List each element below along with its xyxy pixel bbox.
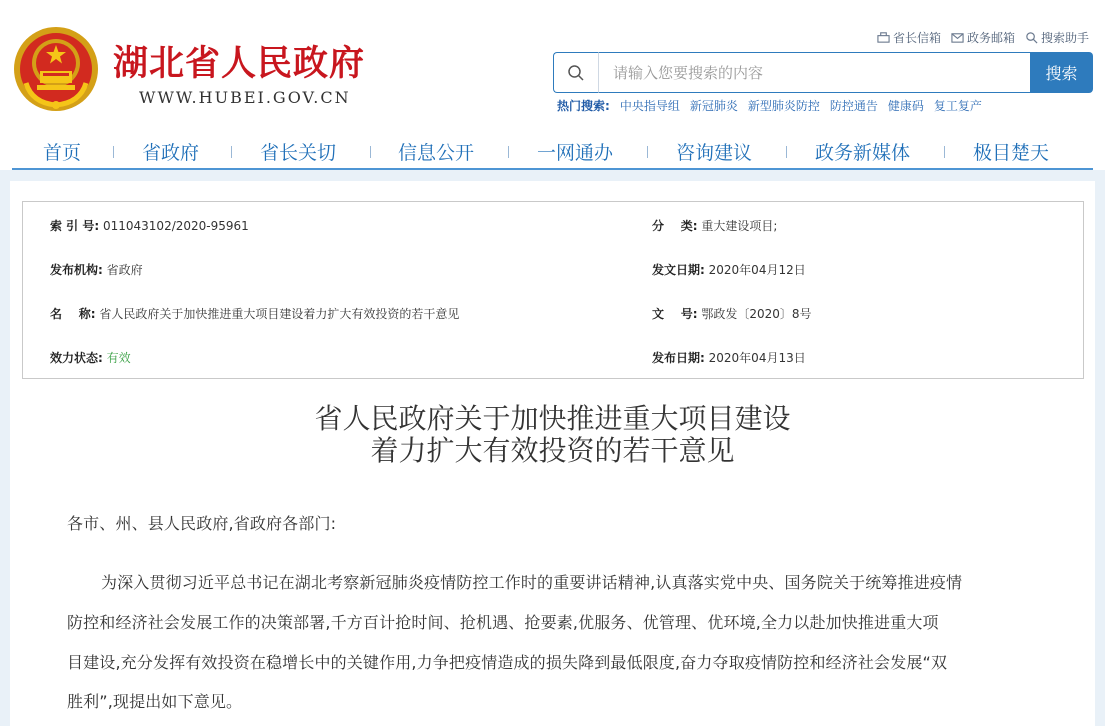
- doc-date-value: 2020年04月12日: [708, 263, 806, 277]
- nav-divider: [647, 146, 648, 158]
- doc-date-label: 发文日期:: [652, 263, 705, 277]
- hot-search-item[interactable]: 健康码: [887, 99, 924, 113]
- doc-number-label: 文 号:: [652, 307, 698, 321]
- search-helper-label: 搜索助手: [1040, 31, 1089, 45]
- article-title-line-2: 着力扩大有效投资的若干意见: [370, 434, 735, 467]
- email-icon: [951, 31, 964, 44]
- body-text-line: 胜利”,现提出如下意见。: [67, 692, 243, 711]
- nav-provincial-gov[interactable]: 省政府: [142, 142, 200, 164]
- publish-date-row: [652, 349, 806, 366]
- article-title-line-1: 省人民政府关于加快推进重大项目建设: [314, 402, 791, 435]
- issuer-label: 发布机构:: [50, 263, 103, 277]
- nav-divider: [231, 146, 232, 158]
- search-helper-icon: [1025, 31, 1038, 44]
- doc-date-row: [652, 261, 806, 278]
- nav-divider: [370, 146, 371, 158]
- issuer-row: [50, 261, 143, 278]
- hot-search-item[interactable]: 中央指导组: [619, 99, 680, 113]
- index-number-label: 索 引 号:: [50, 219, 100, 233]
- hot-search-item[interactable]: 复工复产: [933, 99, 982, 113]
- top-links: [877, 29, 1089, 46]
- nav-info-disclosure[interactable]: 信息公开: [398, 142, 475, 164]
- index-number-row: [50, 217, 249, 234]
- status-badge: 有效: [106, 351, 131, 365]
- search-helper-link[interactable]: [1025, 29, 1089, 46]
- hot-search-item[interactable]: 防控通告: [829, 99, 878, 113]
- national-emblem-logo: [12, 25, 100, 113]
- nav-divider: [508, 146, 509, 158]
- nav-divider: [944, 146, 945, 158]
- body-text-line: 防控和经济社会发展工作的决策部署,千方百计抢时间、抢机遇、抢要素,优服务、优管理、优环境,全力以赴加快推进重大项: [67, 613, 939, 632]
- name-row: [50, 305, 459, 322]
- site-title: 湖北省人民政府: [113, 44, 366, 84]
- governor-mailbox-label: 省长信箱: [892, 31, 941, 45]
- hot-search-label: 热门搜索:: [557, 99, 610, 113]
- publish-date-value: 2020年04月13日: [708, 351, 806, 365]
- nav-new-media[interactable]: 政务新媒体: [815, 142, 911, 164]
- mailbox-icon: [877, 31, 890, 44]
- body-text-line: 为深入贯彻习近平总书记在湖北考察新冠肺炎疫情防控工作时的重要讲话精神,认真落实党中央、国务院关于统筹推进疫情: [101, 573, 963, 592]
- nav-one-stop[interactable]: 一网通办: [537, 142, 614, 164]
- nav-divider: [113, 146, 114, 158]
- category-row: [652, 217, 777, 234]
- category-value: 重大建设项目;: [701, 219, 778, 233]
- nav-divider: [786, 146, 787, 158]
- category-label: 分 类:: [652, 219, 698, 233]
- nav-jimu-chutian[interactable]: 极目楚天: [973, 142, 1050, 164]
- nav-consultation[interactable]: 咨询建议: [676, 142, 753, 164]
- search-bar: [553, 52, 1093, 93]
- status-label: 效力状态:: [50, 351, 103, 365]
- nav-home[interactable]: 首页: [43, 142, 82, 164]
- gov-email-link[interactable]: [951, 29, 1015, 46]
- body-text-line: 目建设,充分发挥有效投资在稳增长中的关键作用,力争把疫情造成的损失降到最低限度,奋力夺取疫情防控和经济社会发展“双: [67, 653, 948, 672]
- doc-number-value: 鄂政发〔2020〕8号: [701, 307, 812, 321]
- search-input[interactable]: [599, 52, 1030, 93]
- site-url: WWW.HUBEI.GOV.CN: [139, 88, 351, 107]
- issuer-value: 省政府: [106, 263, 143, 277]
- name-value: 省人民政府关于加快推进重大项目建设着力扩大有效投资的若干意见: [99, 307, 460, 321]
- hot-search-item[interactable]: 新型肺炎防控: [747, 99, 820, 113]
- main-nav: [0, 138, 1105, 166]
- search-icon: [553, 52, 599, 93]
- gov-email-label: 政务邮箱: [966, 31, 1015, 45]
- publish-date-label: 发布日期:: [652, 351, 705, 365]
- name-label: 名 称:: [50, 307, 96, 321]
- hot-search-item[interactable]: 新冠肺炎: [689, 99, 738, 113]
- hot-searches: [557, 97, 982, 114]
- doc-number-row: [652, 305, 812, 322]
- governor-mailbox-link[interactable]: [877, 29, 941, 46]
- nav-governor-concerns[interactable]: 省长关切: [260, 142, 337, 164]
- document-info-table: [22, 201, 1084, 379]
- status-row: [50, 349, 131, 366]
- index-number-value: 011043102/2020-95961: [102, 219, 249, 233]
- salutation: 各市、州、县人民政府,省政府各部门:: [67, 514, 337, 533]
- search-button[interactable]: 搜索: [1030, 52, 1093, 93]
